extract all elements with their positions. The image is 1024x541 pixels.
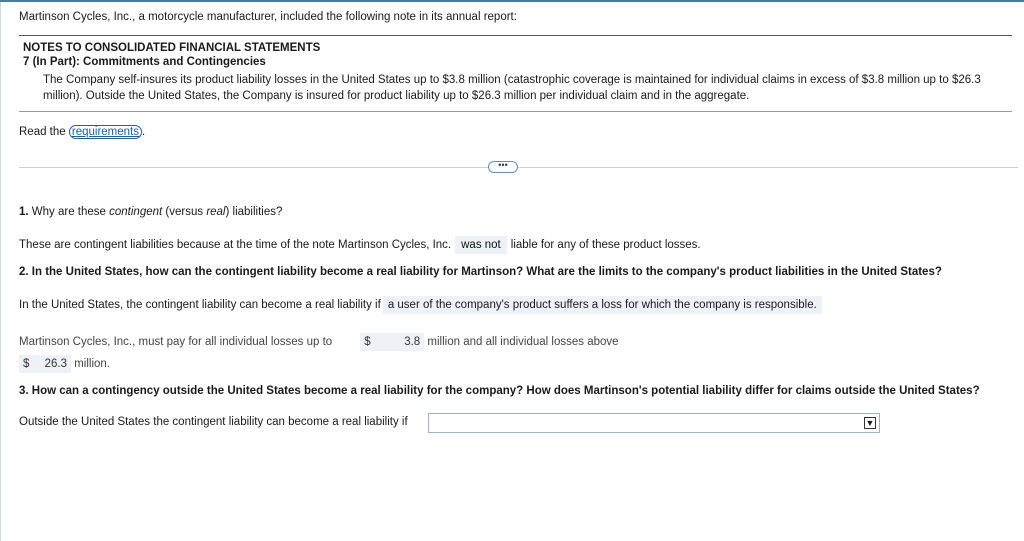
upper-amount: 3.8 bbox=[404, 336, 421, 348]
dropdown-arrow-icon[interactable]: ▼ bbox=[865, 418, 875, 428]
divider-top bbox=[19, 35, 1012, 36]
answer-3-dropdown[interactable] bbox=[428, 413, 880, 433]
lower-amount-input[interactable] bbox=[19, 355, 71, 373]
notes-heading: NOTES TO CONSOLIDATED FINANCIAL STATEMENTS bbox=[23, 42, 321, 54]
question-1-number: 1. bbox=[19, 206, 32, 218]
limits-row-upper bbox=[19, 333, 619, 351]
answer-1-after: liable for any of these product losses. bbox=[510, 239, 701, 251]
read-requirements-line bbox=[19, 126, 145, 138]
intro-text: Martinson Cycles, Inc., a motorcycle manufacturer, included the following note in its annual report: bbox=[19, 11, 517, 23]
question-2: 2. In the United States, how can the contingent liability become a real liability for Martinson? What are the limits to the company's product liabilities in the United States? bbox=[19, 266, 942, 278]
upper-currency: $ bbox=[364, 336, 371, 348]
answer-2-select[interactable]: a user of the company's product suffers a loss for which the company is responsible. bbox=[383, 296, 822, 314]
limits-must-text: Martinson Cycles, Inc., must pay for all individual losses up to bbox=[19, 336, 333, 348]
top-accent-line bbox=[0, 0, 1024, 2]
question-1-text-a: Why are these bbox=[31, 206, 110, 218]
answer-3-before: Outside the United States the contingent liability can become a real liability if bbox=[19, 416, 408, 428]
answer-1-select[interactable]: was not bbox=[455, 236, 507, 254]
answer-1-before: These are contingent liabilities because at the time of the note Martinson Cycles, Inc. bbox=[19, 239, 452, 251]
lower-currency: $ bbox=[23, 358, 30, 370]
answer-1 bbox=[19, 236, 701, 254]
question-1 bbox=[19, 206, 282, 218]
read-suffix: . bbox=[142, 126, 146, 138]
limits-after-upper: million and all individual losses above bbox=[427, 336, 619, 348]
divider-requirements bbox=[19, 167, 1018, 168]
question-1-real: real bbox=[206, 206, 226, 218]
question-1-contingent: contingent bbox=[109, 206, 163, 218]
limits-row-lower bbox=[19, 355, 110, 373]
left-border bbox=[0, 2, 1, 541]
divider-notes bbox=[19, 111, 1012, 112]
requirements-link[interactable]: requirements bbox=[69, 125, 142, 139]
upper-amount-input[interactable] bbox=[360, 333, 424, 351]
answer-2-before: In the United States, the contingent liability can become a real liability if bbox=[19, 299, 381, 311]
question-1-text-c: ) liabilities? bbox=[225, 206, 283, 218]
question-1-text-b: (versus bbox=[162, 206, 207, 218]
question-3: 3. How can a contingency outside the United States become a real liability for the company? How does Martinson's potential liability differ for claims outside the United States? bbox=[19, 385, 980, 397]
read-prefix: Read the bbox=[19, 126, 69, 138]
answer-2 bbox=[19, 296, 822, 314]
notes-subheading: 7 (In Part): Commitments and Contingencies bbox=[23, 56, 266, 68]
lower-amount: 26.3 bbox=[44, 358, 67, 370]
limits-after-lower: million. bbox=[74, 358, 110, 370]
notes-paragraph: The Company self-insures its product liability losses in the United States up to $3.8 million (catastrophic coverage is maintained for individual claims in excess of $3.8 million up to $26.3 million). Outside the United States, the Company is insured for product liability up to $26.3 million per individual claim and in the aggregate. bbox=[43, 74, 981, 102]
expand-more-button[interactable]: ••• bbox=[488, 161, 518, 173]
